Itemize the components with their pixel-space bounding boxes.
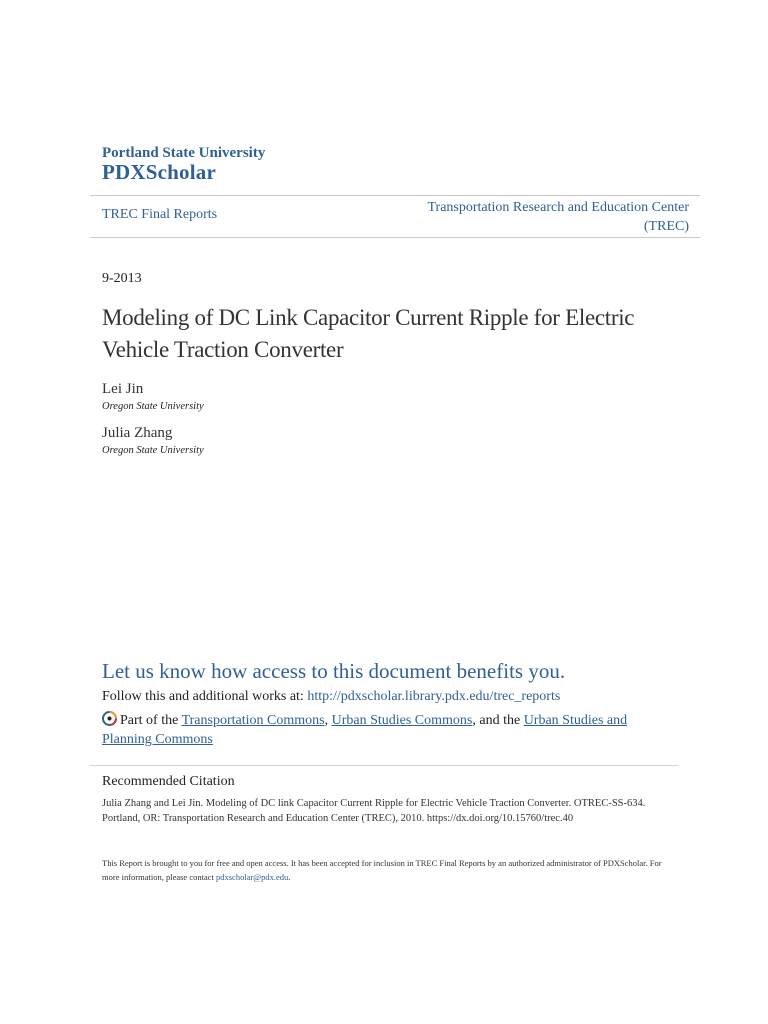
part-of-line [102, 711, 662, 749]
contact-email-link[interactable]: pdxscholar@pdx.edu [216, 872, 289, 882]
urban-studies-commons-link[interactable]: Urban Studies Commons [331, 713, 473, 728]
trec-reports-url-link[interactable]: http://pdxscholar.library.pdx.edu/trec_reports [307, 689, 561, 704]
separator: , and the [472, 713, 524, 728]
urban-studies-planning-commons-link[interactable]: Urban Studies and Planning Commons [102, 713, 628, 747]
citation-heading: Recommended Citation [102, 774, 235, 789]
follow-label: Follow this and additional works at: [102, 689, 308, 704]
series-link[interactable]: TREC Final Reports [102, 207, 218, 222]
citation-text: Julia Zhang and Lei Jin. Modeling of DC link Capacitor Current Ripple for Electric Vehicle Traction Converter. OTREC-SS-634. Portland, OR: Transportation Research and Education Center (TREC), 2010. https://dx.doi.org/10.15760/trec.40 [102, 798, 646, 824]
footer-notice [102, 856, 662, 884]
header-divider-bottom [90, 237, 700, 238]
separator: , [324, 713, 332, 728]
part-of-label: Part of the [120, 713, 182, 728]
follow-line [102, 689, 560, 705]
transportation-commons-link[interactable]: Transportation Commons [181, 713, 325, 728]
document-title: Modeling of DC Link Capacitor Current Ripple for Electric Vehicle Traction Converter [102, 305, 635, 362]
publication-date: 9-2013 [102, 271, 142, 286]
center-link[interactable] [400, 198, 689, 236]
pdxscholar-link[interactable]: PDXScholar [102, 160, 216, 184]
center-line-2: (TREC) [643, 219, 689, 234]
citation-divider [90, 765, 678, 766]
author-affiliation: Oregon State University [102, 401, 204, 412]
university-name: Portland State University [102, 145, 266, 161]
footer-text: This Report is brought to you for free and open access. It has been accepted for inclusion in TREC Final Reports by an authorized administrator of PDXScholar. For more information, please contact [102, 858, 662, 882]
benefit-feedback-link[interactable]: Let us know how access to this document benefits you. [102, 659, 566, 683]
author-name: Julia Zhang [102, 425, 173, 441]
footer-end: . [288, 872, 291, 882]
commons-network-icon [102, 711, 117, 726]
center-line-1: Transportation Research and Education Center [427, 200, 689, 215]
header-divider-top [90, 195, 700, 196]
author-name: Lei Jin [102, 381, 144, 397]
author-affiliation: Oregon State University [102, 445, 204, 456]
